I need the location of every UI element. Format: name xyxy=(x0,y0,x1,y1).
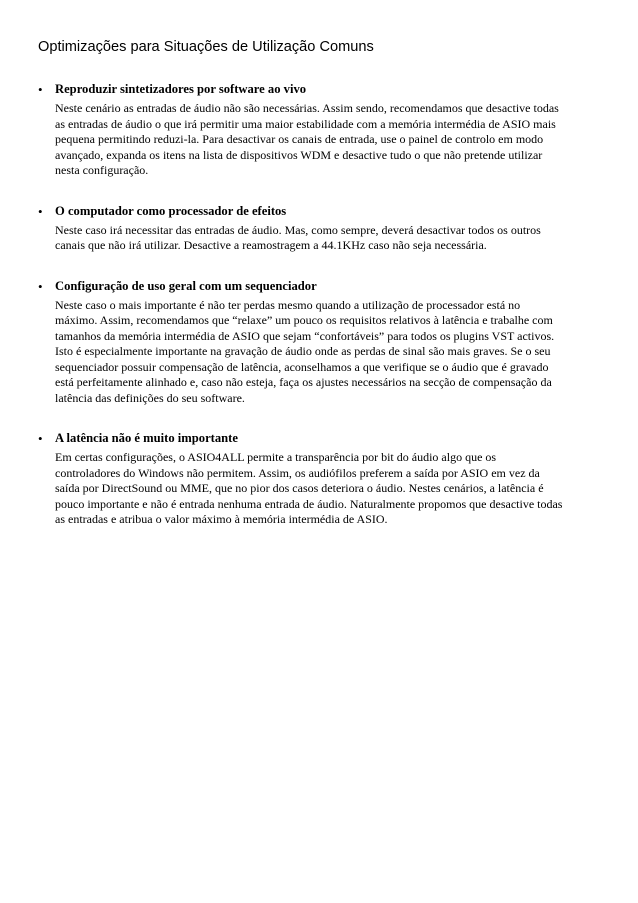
body-line: tamanhos da memória intermédia de ASIO que sejam “confortáveis” para todos os plugins VST activos. xyxy=(55,328,555,343)
bullet-icon: • xyxy=(38,82,43,97)
section-body xyxy=(55,450,603,528)
body-line: as entradas e atribua o valor máximo à memória intermédia de ASIO. xyxy=(55,512,388,526)
section-list xyxy=(0,81,638,552)
section-body xyxy=(55,101,603,179)
body-line: Neste cenário as entradas de áudio não são necessárias. Assim sendo, recomendamos que desactive todas xyxy=(55,101,559,115)
section-body xyxy=(55,223,603,254)
body-line: as entradas de áudio o que irá permitir uma maior estabilidade com a memória intermédia de ASIO mais xyxy=(55,116,556,131)
section-heading: A latência não é muito importante xyxy=(55,431,238,445)
body-line: saída por DirectSound ou MME, que no pior dos casos deteriora o áudio. Nestes cenários, a latência é xyxy=(55,481,544,495)
body-line: canais que não irá utilizar. Desactive a reamostragem a 44.1KHz caso não seja necessária. xyxy=(55,238,487,252)
body-line: sequenciador possuir compensação de latência, aconselhamos a que verifique se o áudio que é gravado xyxy=(55,359,549,374)
section-effects-processor xyxy=(0,203,638,254)
body-line: avançado, expanda os itens na lista de dispositivos WDM e desactive tudo o que não pretende utilizar xyxy=(55,147,543,162)
bullet-icon: • xyxy=(38,278,43,294)
bullet-icon: • xyxy=(38,431,43,446)
body-line: máximo. Assim, recomendamos que “relaxe” um pouco os requisitos relativos à latência e trabalhe com xyxy=(55,313,553,327)
section-heading: O computador como processador de efeitos xyxy=(55,203,287,218)
body-line: nesta configuração. xyxy=(55,163,149,177)
body-line: pouco importante e não é entrada nenhuma entrada de áudio. Naturalmente propomos que desactive todas xyxy=(55,496,563,511)
page-title: Optimizações para Situações de Utilização Comuns xyxy=(38,39,374,55)
body-line: Isto é especialmente importante na gravação de áudio onde as perdas de sinal são mais graves. Se o seu xyxy=(55,344,551,358)
section-heading: Reproduzir sintetizadores por software ao vivo xyxy=(55,82,307,96)
section-heading: Configuração de uso geral com um sequenciador xyxy=(55,278,317,293)
body-line: latência das definições do seu software. xyxy=(55,390,245,405)
section-latency-not-important xyxy=(0,430,638,528)
body-line: Em certas configurações, o ASIO4ALL permite a transparência por bit do áudio algo que os xyxy=(55,450,497,464)
body-line: está perfeitamente alinhado e, caso não esteja, faça os ajustes necessários na secção de compensação da xyxy=(55,375,552,389)
body-line: controladores do Windows não permitem. Assim, os audiófilos preferem a saída por ASIO em vez da xyxy=(55,465,540,480)
body-line: pequena permitindo reduzi-la. Para desactivar os canais de entrada, use o painel de controlo em modo xyxy=(55,132,544,146)
section-body xyxy=(55,298,603,407)
body-line: Neste caso irá necessitar das entradas de áudio. Mas, como sempre, deverá desactivar todos os outros xyxy=(55,222,541,237)
section-live-synths xyxy=(0,81,638,179)
bullet-icon: • xyxy=(38,203,43,219)
section-sequencer-setup xyxy=(0,278,638,407)
body-line: Neste caso o mais importante é não ter perdas mesmo quando a utilização de processador está no xyxy=(55,297,521,312)
